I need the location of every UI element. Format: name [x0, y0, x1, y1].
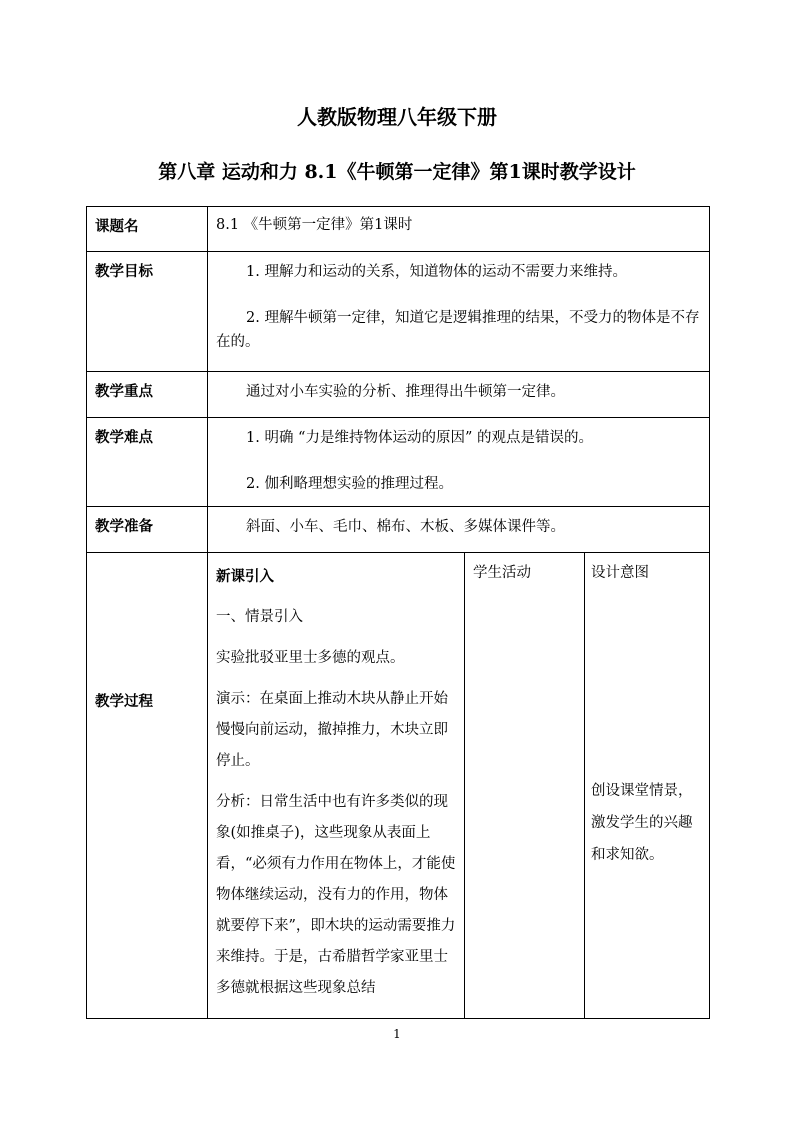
process-label-cell: [87, 553, 208, 1019]
difficulties-value: [208, 418, 710, 507]
intro-demo: 演示：在桌面上推动木块从静止开始慢慢向前运动，撤掉推力，木块立即停止。: [216, 691, 448, 769]
preparation-value: [208, 507, 710, 553]
topic-value: [208, 207, 710, 252]
goals-label: 教学目标: [87, 252, 208, 372]
preparation-label: 教学准备: [87, 507, 208, 553]
difficulties-label: 教学难点: [87, 418, 208, 507]
intro-line1: 实验批驳亚里士多德的观点。: [216, 650, 405, 666]
difficulty-item-1: 1. 明确 “力是维持物体运动的原因” 的观点是错误的。: [246, 430, 593, 446]
key-points-value: [208, 372, 710, 418]
lesson-plan-table: [86, 206, 710, 1019]
process-label: 教学过程: [95, 693, 153, 710]
goals-value: [208, 252, 710, 372]
intro-heading: 新课引入: [216, 568, 274, 585]
preparation-text: 斜面、小车、毛巾、棉布、木板、多媒体课件等。: [246, 519, 565, 535]
difficulty-item-2: 2. 伽利略理想实验的推理过程。: [246, 476, 453, 492]
page-number: 1: [393, 1027, 401, 1041]
design-intent-cell: [585, 553, 710, 1019]
row-goals: [87, 252, 710, 372]
row-key-points: [87, 372, 710, 418]
goal-item-2: 2. 理解牛顿第一定律，知道它是逻辑推理的结果，不受力的物体是不存在的。: [216, 310, 700, 350]
row-preparation: [87, 507, 710, 553]
topic-label: 课题名: [87, 207, 208, 252]
key-points-label: 教学重点: [87, 372, 208, 418]
document-subtitle: 第八章 运动和力 8.1《牛顿第一定律》第1课时教学设计: [158, 161, 636, 183]
document-title: 人教版物理八年级下册: [297, 105, 497, 129]
intro-analysis: 分析：日常生活中也有许多类似的现象(如推桌子)，这些现象从表面上看，“必须有力作用在物体上，才能使物体继续运动，没有力的作用，物体就要停下来”，即木块的运动需要推力来维持。于是，古希腊哲学家亚里士多德就根据这些现象总结: [216, 794, 456, 996]
row-topic: [87, 207, 710, 252]
design-intent-heading: 设计意图: [591, 565, 649, 581]
student-activity-cell: [465, 553, 585, 1019]
process-intro-cell: [208, 553, 465, 1019]
design-intent-text: 创设课堂情景，激发学生的兴趣和求知欲。: [591, 783, 693, 863]
intro-section: 一、情景引入: [216, 609, 303, 625]
student-activity-heading: 学生活动: [473, 565, 531, 581]
row-difficulties: [87, 418, 710, 507]
topic-text: 8.1 《牛顿第一定律》第1课时: [216, 217, 413, 233]
key-points-text: 通过对小车实验的分析、推理得出牛顿第一定律。: [246, 384, 565, 400]
row-process: [87, 553, 710, 1019]
goal-item-1: 1. 理解力和运动的关系，知道物体的运动不需要力来维持。: [246, 264, 627, 280]
